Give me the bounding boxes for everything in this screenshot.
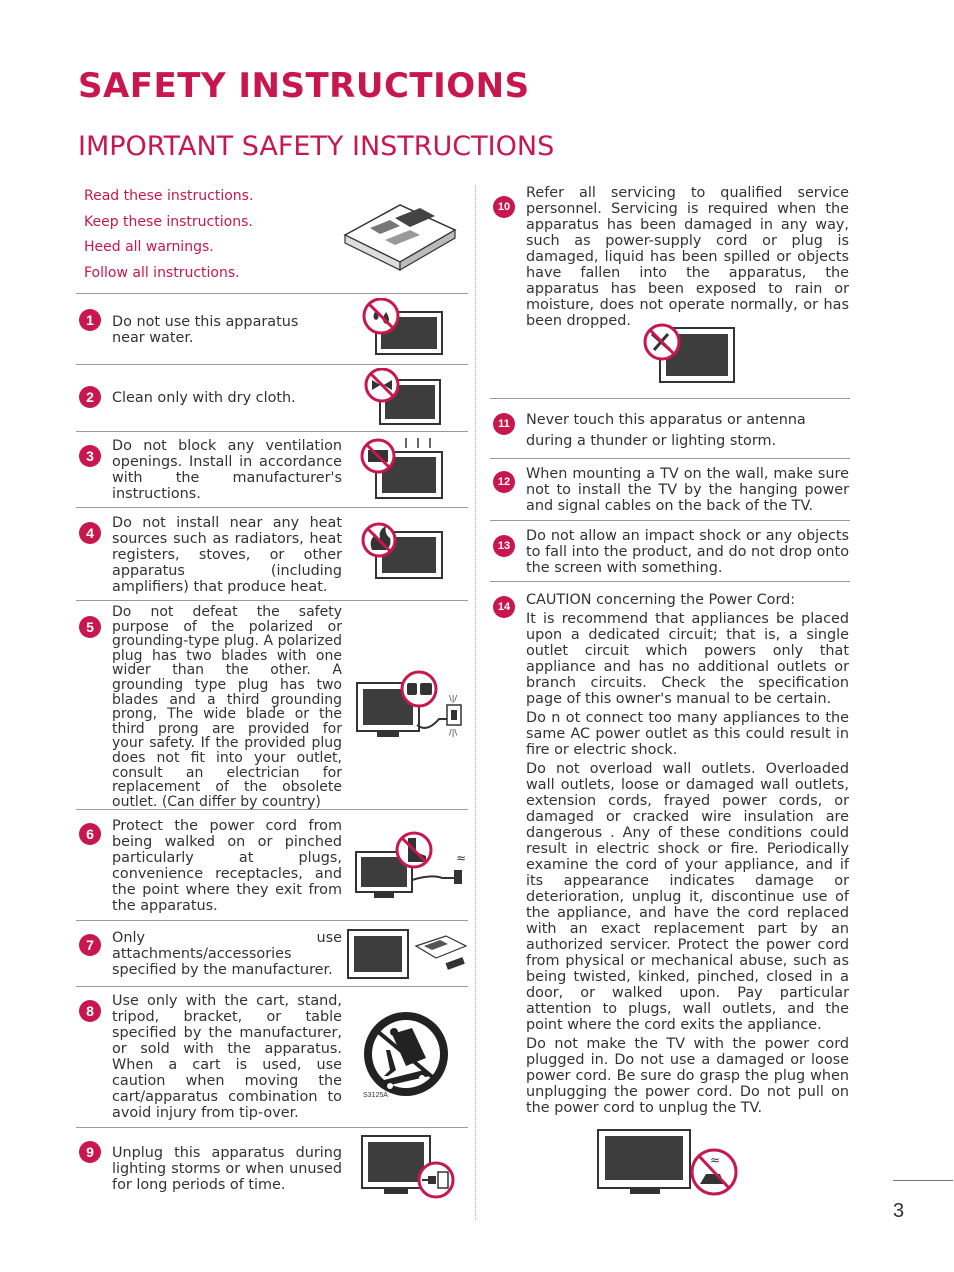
item-number: 12	[493, 471, 515, 493]
item-number: 3	[79, 445, 101, 467]
item-number: 5	[79, 616, 101, 638]
unplug-icon	[360, 1134, 460, 1200]
item-number: 14	[493, 596, 515, 618]
separator	[76, 431, 468, 432]
caution-heading: CAUTION concerning the Power Cord:	[526, 592, 796, 608]
polarized-plug-icon	[355, 665, 467, 740]
manual-book-icon	[340, 200, 460, 275]
item-text: Do not use this apparatus near water.	[112, 314, 299, 346]
item-number: 10	[493, 196, 515, 218]
separator	[76, 507, 468, 508]
caution-paragraph: Do not make the TV with the power cord plugged in. Do not use a damaged or loose power cord. Be sure do grasp the plug when unplugging the power cord. Do not pull on the power cord to unplug the TV.	[526, 1036, 849, 1116]
separator	[76, 600, 468, 601]
item-text: Refer all servicing to qualified service personnel. Servicing is required when the apparatus has been damaged in any way, such as power-supply cord or plug is damaged, liquid has been spilled or objects have fallen into the apparatus, the apparatus has been exposed to rain or moisture, does not operate normally, or has been dropped.	[526, 185, 849, 329]
item-text: Protect the power cord from being walked on or pinched particularly at plugs, convenience receptacles, and the point where they exit from the apparatus.	[112, 818, 342, 914]
item-text: Clean only with dry cloth.	[112, 390, 296, 406]
intro-line: Read these instructions.	[84, 188, 254, 204]
page-rule	[893, 1180, 953, 1181]
intro-list	[84, 184, 284, 287]
item-number: 6	[79, 823, 101, 845]
item-number: 2	[79, 386, 101, 408]
item-number: 11	[493, 413, 515, 435]
item-text: Never touch this apparatus or antenna during a thunder or lighting storm.	[526, 412, 806, 449]
no-heat-source-icon	[358, 518, 448, 582]
intro-line: Heed all warnings.	[84, 239, 214, 256]
separator	[76, 1127, 468, 1128]
item-text: Use only with the cart, stand, tripod, bracket, or table specified by the manufacturer, or sold with the apparatus. When a cart is used, use caution when moving the cart/apparatus combination to avoid injury from tip-over.	[112, 993, 342, 1121]
page-number: 3	[893, 1200, 905, 1222]
page-title: SAFETY INSTRUCTIONS	[78, 66, 530, 106]
dry-cloth-icon	[362, 368, 446, 428]
item-text: Unplug this apparatus during lighting storms or when unused for long periods of time.	[112, 1145, 342, 1193]
cart-label: S3125A	[363, 1092, 388, 1099]
item-text: Do not allow an impact shock or any objects to fall into the product, and do not drop onto the screen with something.	[526, 528, 849, 576]
caution-paragraph: Do n ot connect too many appliances to the same AC power outlet as this could result in fire or electric shock.	[526, 710, 849, 758]
item-text: Do not install near any heat sources such as radiators, heat registers, stoves, or other apparatus (including amplifiers) that produce heat.	[112, 515, 342, 595]
column-divider	[475, 185, 476, 1220]
protect-power-cord-icon	[354, 830, 470, 910]
item-text: Do not defeat the safety purpose of the polarized or grounding-type plug. A polarized plug has two blades with one wider than the other. A grounding type plug has two blades and a third grounding prong, The wide blade or the third prong are provided for your safety. If the provided plug does not fit into your outlet, consult an electrician for replacement of the obsolete outlet. (Can differ by country)	[112, 604, 342, 810]
item-text: Do not block any ventilation openings. Install in accordance with the manufacturer's instructions.	[112, 438, 342, 502]
accessories-icon	[346, 926, 470, 984]
item-number: 1	[79, 309, 101, 331]
item-number: 8	[79, 1000, 101, 1022]
item-number: 9	[79, 1141, 101, 1163]
svg-text:≈: ≈	[456, 851, 467, 865]
cart-tip-over-warning-icon	[360, 1010, 460, 1102]
item-number: 4	[79, 522, 101, 544]
item-number: 13	[493, 535, 515, 557]
intro-line: Follow all instructions.	[84, 265, 240, 282]
separator	[490, 520, 850, 521]
power-cord-warning-icon	[596, 1128, 742, 1198]
separator	[490, 458, 850, 459]
caution-paragraph: It is recommend that appliances be placed upon a dedicated circuit; that is, a single outlet circuit which powers only that appliance and has no additional outlets or branch circuits. Check the specification page of this owner's manual to be certain.	[526, 611, 849, 707]
separator	[76, 293, 468, 294]
separator	[76, 364, 468, 365]
svg-text:/|\: /|\	[449, 728, 458, 737]
power-cord-caution	[526, 592, 849, 1116]
caution-paragraph: Do not overload wall outlets. Overloaded wall outlets, loose or damaged wall outlets, extension cords, frayed power cords, or damaged or cracked wire insulation are dangerous . Any of these conditions could result in electric shock or fire. Periodically examine the cord of your appliance, and if its appearance indicates damage or deterioration, unplug it, discontinue use of the appliance, and have the cord replaced with an exact replacement part by an authorized servicer. Protect the power cord from physical or mechanical abuse, such as being twisted, kinked, pinched, closed in a door, or walked upon. Pay particular attention to plugs, wall outlets, and the point where the cord exits the appliance.	[526, 761, 849, 1033]
no-block-ventilation-icon	[358, 434, 448, 504]
svg-text:\|/: \|/	[449, 694, 458, 703]
item-text: When mounting a TV on the wall, make sure not to install the TV by the hanging power and signal cables on the back of the TV.	[526, 466, 849, 514]
section-title: IMPORTANT SAFETY INSTRUCTIONS	[78, 131, 555, 162]
separator	[490, 398, 850, 399]
item-number: 7	[79, 934, 101, 956]
intro-line: Keep these instructions.	[84, 213, 253, 230]
no-water-icon	[358, 298, 448, 360]
item-text: Only use attachments/accessories specified by the manufacturer.	[112, 930, 342, 978]
separator	[76, 986, 468, 987]
separator	[76, 920, 468, 921]
separator	[490, 581, 850, 582]
svg-text:≈: ≈	[710, 1153, 721, 1167]
servicing-icon	[640, 320, 740, 386]
